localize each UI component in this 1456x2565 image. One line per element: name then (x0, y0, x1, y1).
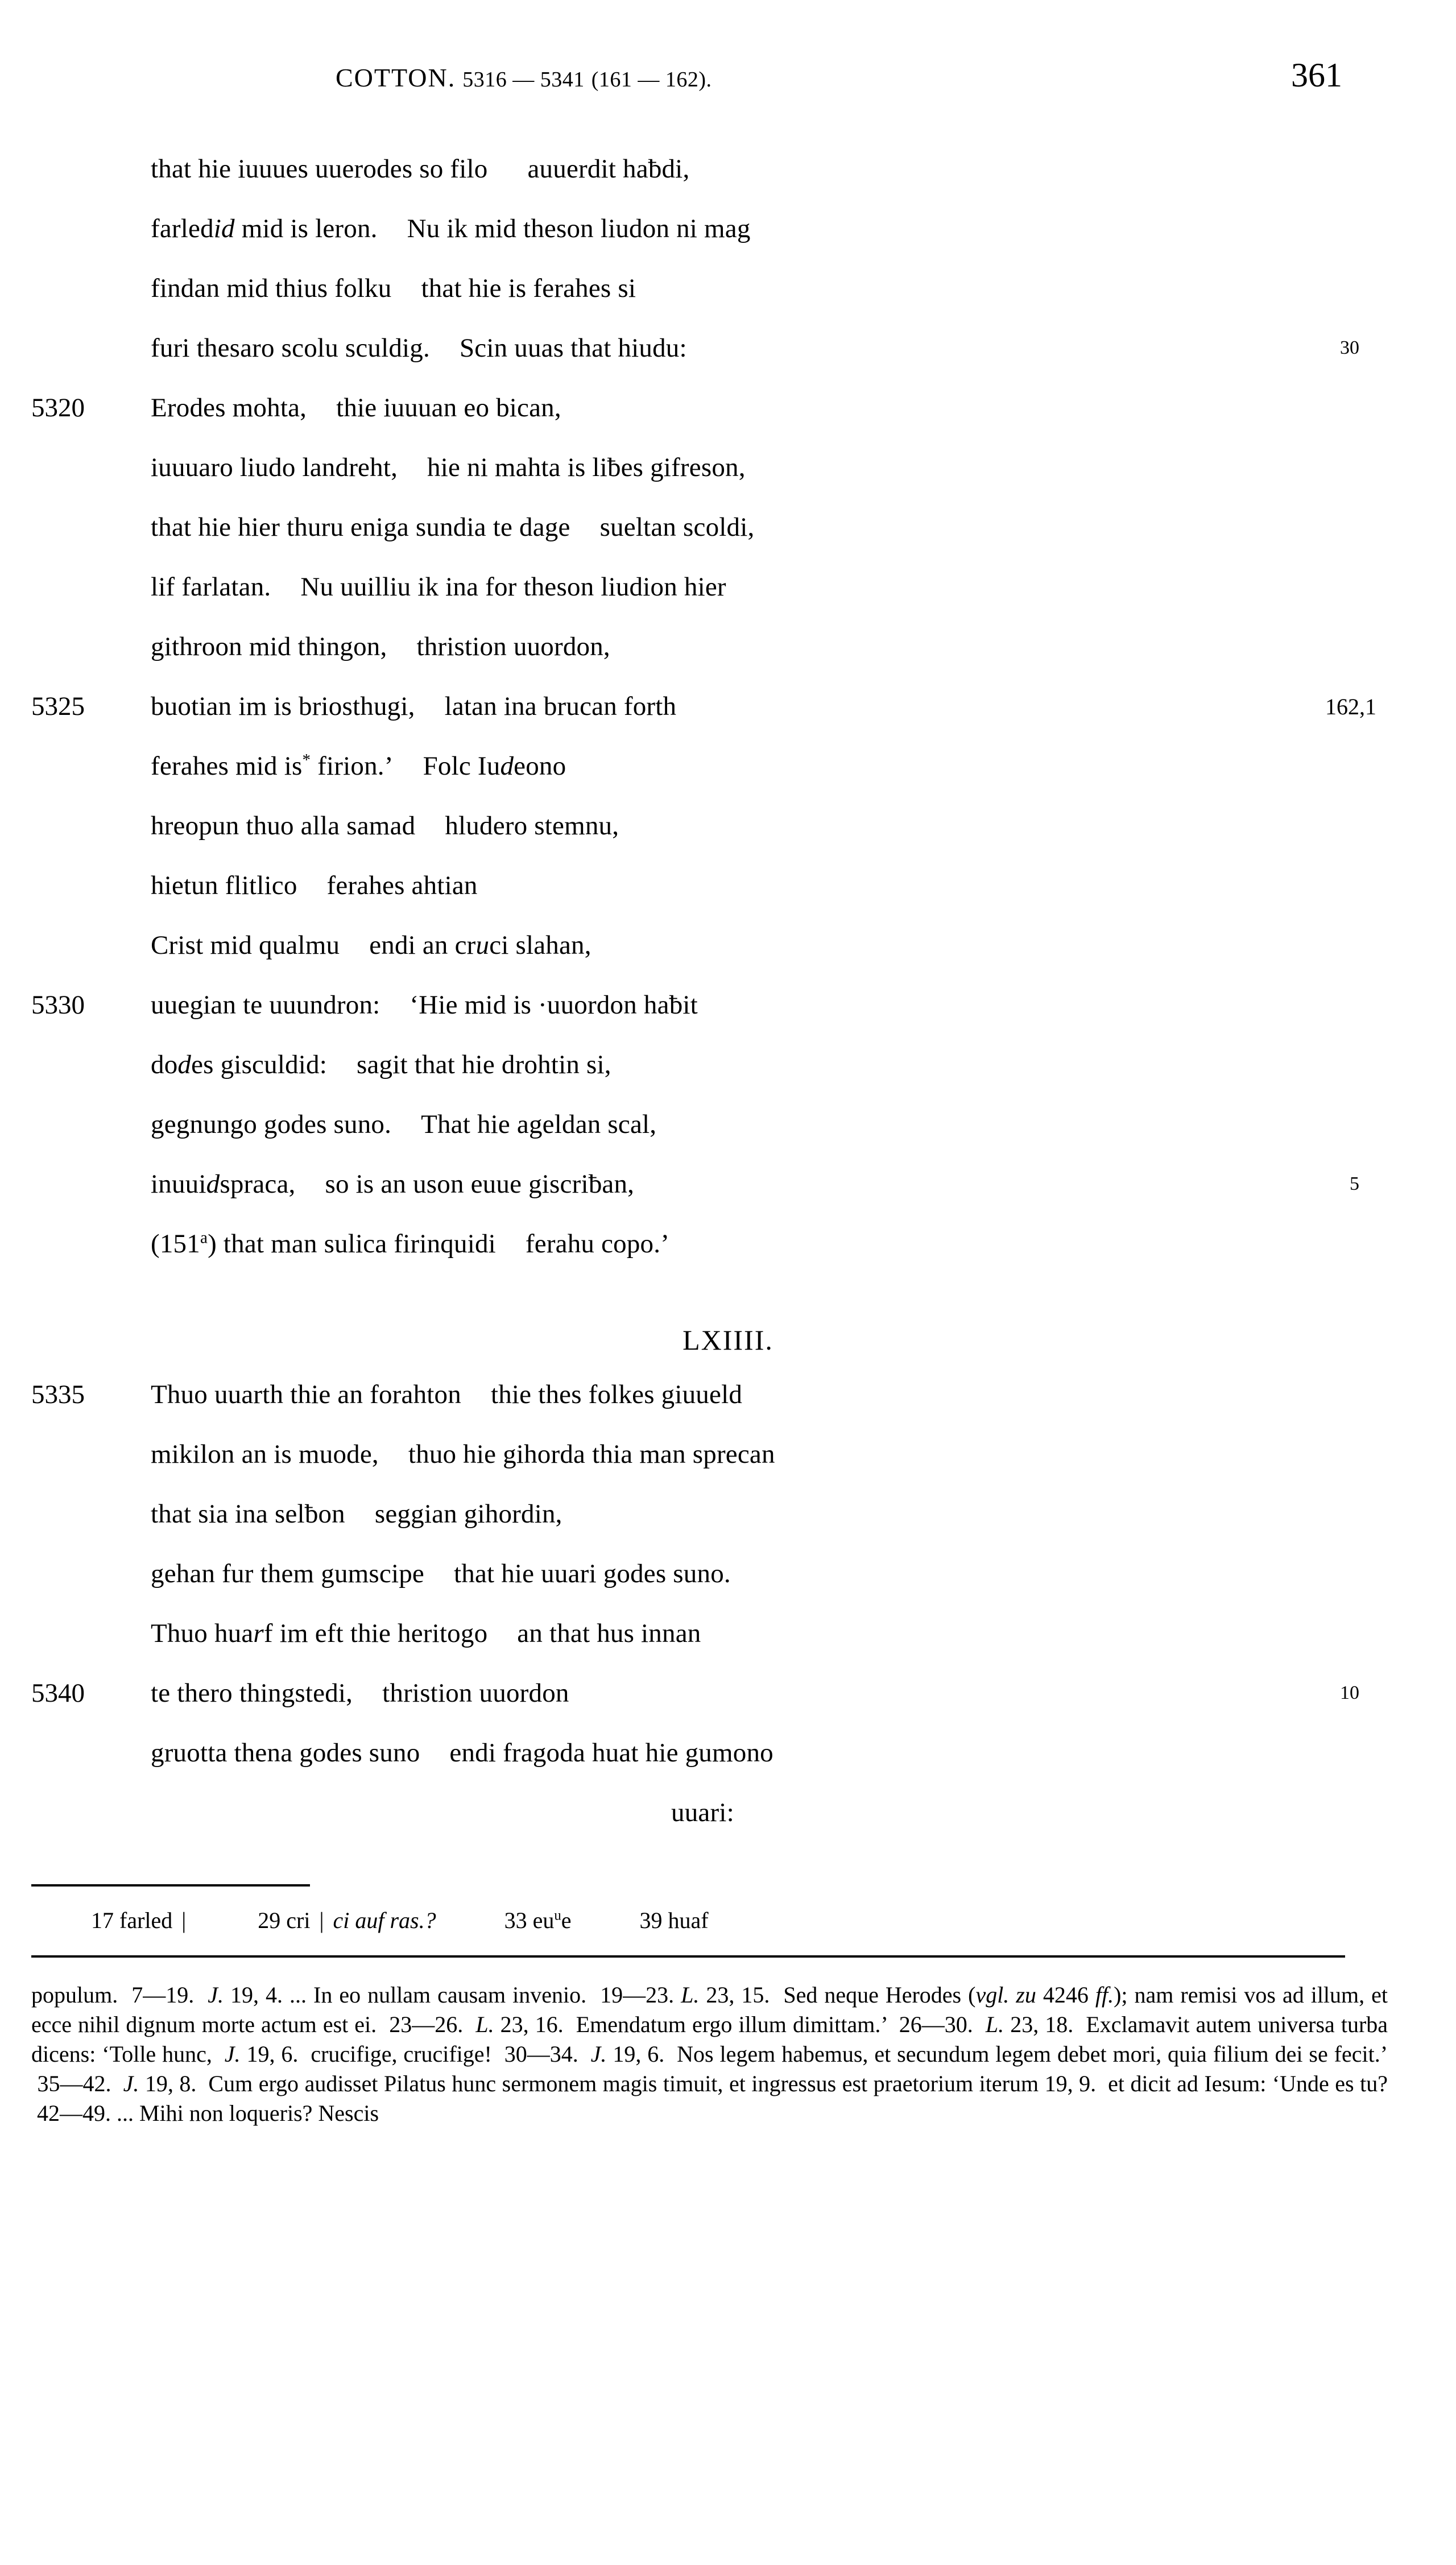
verse-line-text: gegnungo godes suno. That hie ageldan scal, (151, 1110, 657, 1139)
apparatus-rule-top (31, 1884, 310, 1886)
verse-line-text: gehan fur them gumscipe that hie uuari godes suno. (151, 1559, 731, 1588)
verse-line-text: hietun flitlico ferahes ahtian (151, 871, 478, 900)
verse-line (0, 1228, 1456, 1288)
verse-line-text: te thero thingstedi, thristion uuordon (151, 1678, 569, 1708)
verse-line-text: uuari: (671, 1798, 734, 1827)
verse-line (0, 1678, 1456, 1737)
apparatus-rule-bottom (31, 1955, 1345, 1958)
section-heading: LXIIII. (682, 1324, 774, 1356)
running-head-work: COTTON. (336, 63, 456, 92)
margin-reference-number: 5 (1350, 1173, 1359, 1194)
verse-line-final (0, 1797, 1456, 1857)
verse-line-text: inuuidspraca, so is an uson euue giscriƀan, (151, 1169, 635, 1199)
verse-line-text: Thuo uuarth thie an forahton thie thes folkes giuueld (151, 1380, 743, 1409)
verse-line (0, 1169, 1456, 1228)
verse-line (0, 1049, 1456, 1109)
verse-line-text: Thuo huarf im eft thie heritogo an that hus innan (151, 1619, 701, 1648)
verse-line-text: furi thesaro scolu sculdig. Scin uuas that hiudu: (151, 333, 687, 363)
latin-note-text: populum. 7—19. J. 19, 4. ... In eo nullam causam invenio. 19—23. L. 23, 15. Sed neque Herodes (vgl. zu 4246 ff.); nam remisi vos ad illum, et ecce nihil dignum morte actum est ei. 23—26. L. 23, 16. Emendatum ergo illum dimittam.’ 26—30. L. 23, 18. Exclamavit autem universa turba dicens: ‘Tolle hunc, J. 19, 6. crucifige, crucifige! 30—34. J. 19, 6. Nos legem habemus, et secundum legem debet mori, quia filium dei se fecit.’ 35—42. J. 19, 8. Cum ergo audisset Pilatus hunc sermonem magis timuit, et ingressus est praetorium iterum 19, 9. et dicit ad Iesum: ‘Unde es tu? 42—49. ... Mihi non loqueris? Nescis (31, 1982, 1388, 2126)
page-number: 361 (1291, 56, 1342, 94)
verse-line-text: uuegian te uuundron: ‘Hie mid is ·uuordon haƀit (151, 990, 698, 1020)
verse-line (0, 631, 1456, 691)
verse-line (0, 1737, 1456, 1797)
verse-line (0, 333, 1456, 392)
verse-line (0, 273, 1456, 333)
verse-line-text: findan mid thius folku that hie is ferahes si (151, 274, 636, 303)
verse-line (0, 691, 1456, 751)
verse-line (0, 1379, 1456, 1439)
verse-line (0, 810, 1456, 870)
verse-line-text: farledid mid is leron. Nu ik mid theson liudon ni mag (151, 214, 751, 243)
verse-line-number: 5330 (31, 990, 85, 1020)
margin-reference-number: 30 (1340, 337, 1359, 358)
margin-reference-number: 162,1 (1325, 694, 1376, 719)
verse-line-text: githroon mid thingon, thristion uuordon, (151, 632, 610, 661)
verse-line-text: iuuuaro liudo landreht, hie ni mahta is liƀes gifreson, (151, 453, 746, 482)
verse-line (0, 392, 1456, 452)
apparatus-variants: 17 farled | 29 cri | ci auf ras.? 33 $eu^ue$ 39 huaf (91, 1908, 709, 1933)
verse-line-number: 5320 (31, 393, 85, 423)
verse-line-text: dodes gisculdid: sagit that hie drohtin si, (151, 1050, 611, 1079)
verse-block-first (0, 154, 1456, 1288)
verse-line-number: 5335 (31, 1380, 85, 1409)
verse-line-text: buotian im is briosthugi, latan ina brucan forth (151, 692, 677, 721)
verse-line (0, 452, 1456, 512)
verse-line-number: 5325 (31, 692, 85, 721)
verse-line-text: that hie iuuues uuerodes so filo auuerdit haƀdi, (151, 154, 690, 184)
verse-block-second (0, 1379, 1456, 1797)
verse-line-text: Crist mid qualmu endi an cruci slahan, (151, 930, 592, 960)
verse-line-text: ferahes mid is* firion.’ Folc Iudeono (151, 751, 566, 781)
verse-line-text: lif farlatan. Nu uuilliu ik ina for theson liudion hier (151, 572, 726, 602)
verse-line (0, 512, 1456, 572)
verse-line (0, 930, 1456, 990)
document-page (0, 56, 1456, 2565)
verse-line (0, 572, 1456, 631)
verse-line (0, 1439, 1456, 1499)
running-head-folio-range: (161 — 162). (591, 68, 712, 92)
verse-line-text: (151$^a$) that man sulica firinquidi ferahu copo.’ (151, 1228, 670, 1259)
latin-source-note (31, 1980, 1388, 2128)
verse-line (0, 213, 1456, 273)
verse-line (0, 870, 1456, 930)
running-head-line-range: 5316 — 5341 (462, 68, 585, 92)
verse-line (0, 751, 1456, 810)
running-head (0, 56, 1456, 131)
verse-line (0, 1618, 1456, 1678)
verse-line-text: that hie hier thuru eniga sundia te dage sueltan scoldi, (151, 512, 755, 542)
verse-line (0, 1499, 1456, 1558)
verse-line (0, 990, 1456, 1049)
running-head-title (336, 63, 712, 93)
verse-line (0, 1109, 1456, 1169)
margin-reference-number: 10 (1340, 1682, 1359, 1703)
verse-line-text: Erodes mohta, thie iuuuan eo bican, (151, 393, 561, 423)
verse-line-text: mikilon an is muode, thuo hie gihorda thia man sprecan (151, 1439, 775, 1469)
verse-line-text: hreopun thuo alla samad hludero stemnu, (151, 811, 619, 841)
verse-line-text: gruotta thena godes suno endi fragoda huat hie gumono (151, 1738, 774, 1768)
verse-line (0, 1558, 1456, 1618)
verse-line (0, 154, 1456, 213)
verse-line-text: that sia ina selƀon seggian gihordin, (151, 1499, 562, 1529)
verse-line-number: 5340 (31, 1678, 85, 1708)
